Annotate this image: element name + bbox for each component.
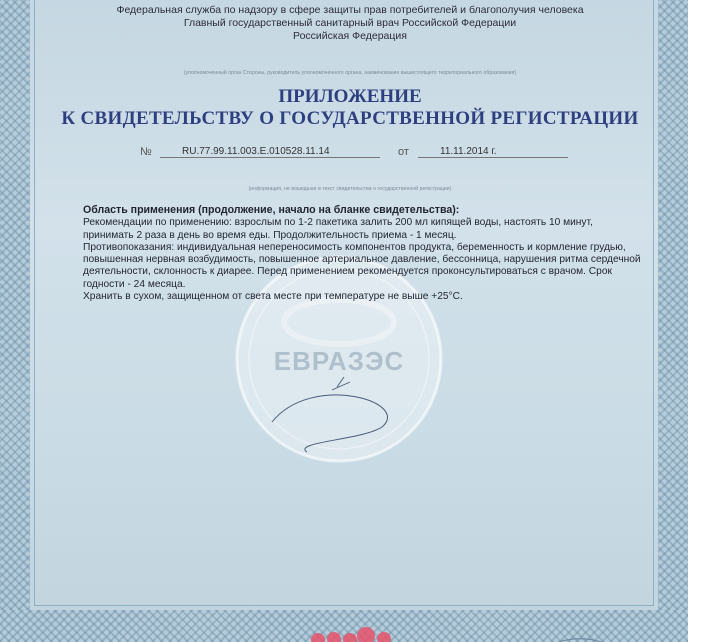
authority-line-3: Российская Федерация bbox=[293, 30, 407, 42]
document-subtitle: К СВИДЕТЕЛЬСТВУ О ГОСУДАРСТВЕННОЙ РЕГИСТРАЦИИ bbox=[61, 108, 639, 129]
storage-conditions: Хранить в сухом, защищенном от света месте при температуре не выше +25°С. bbox=[83, 291, 463, 303]
usage-recommendations: Рекомендации по применению: взрослым по 1-2 пакетика залить 200 мл кипящей воды, настоять 10 минут, принимать 2 раза в день во время еды. Продолжительность приема - 1 месяц. bbox=[83, 217, 593, 241]
red-stamp-fragment bbox=[300, 626, 420, 642]
guilloche-border-left bbox=[0, 0, 30, 642]
seal-text: ЕВРАЗЭС bbox=[273, 346, 405, 376]
issuing-authority-header bbox=[60, 4, 640, 43]
guilloche-border-right bbox=[658, 0, 688, 642]
number-sign: № bbox=[140, 146, 152, 158]
document-title: ПРИЛОЖЕНИЕ bbox=[278, 86, 422, 107]
scope-heading: Область применения (продолжение, начало на бланке свидетельства): bbox=[83, 204, 460, 216]
registration-number: RU.77.99.11.003.E.010528.11.14 bbox=[160, 146, 380, 158]
authority-footnote: (уполномоченный орган Стороны, руководитель уполномоченного органа, наименование вышестоящего территориального образования) bbox=[183, 70, 517, 76]
from-label: от bbox=[398, 146, 409, 158]
registration-date: 11.11.2014 г. bbox=[418, 146, 568, 158]
authority-line-1: Федеральная служба по надзору в сфере защиты прав потребителей и благополучия человека bbox=[116, 4, 584, 16]
corner-stamp-fragment bbox=[540, 630, 620, 642]
authority-line-2: Главный государственный санитарный врач Российской Федерации bbox=[183, 17, 517, 29]
application-text bbox=[83, 204, 643, 303]
contraindications: Противопоказания: индивидуальная непереносимость компонентов продукта, беременность и кормление грудью, повышенная нервная возбудимость, повышенное артериальное давление, бессонница, нарушения ритма сердечной деятельности, склонность к диарее. Перед применением рекомендуется проконсультироваться с врачом. Срок годности - 24 месяца. bbox=[83, 241, 641, 290]
info-footnote: (информация, не вошедшая в текст свидетельства о государственной регистрации) bbox=[248, 186, 452, 192]
